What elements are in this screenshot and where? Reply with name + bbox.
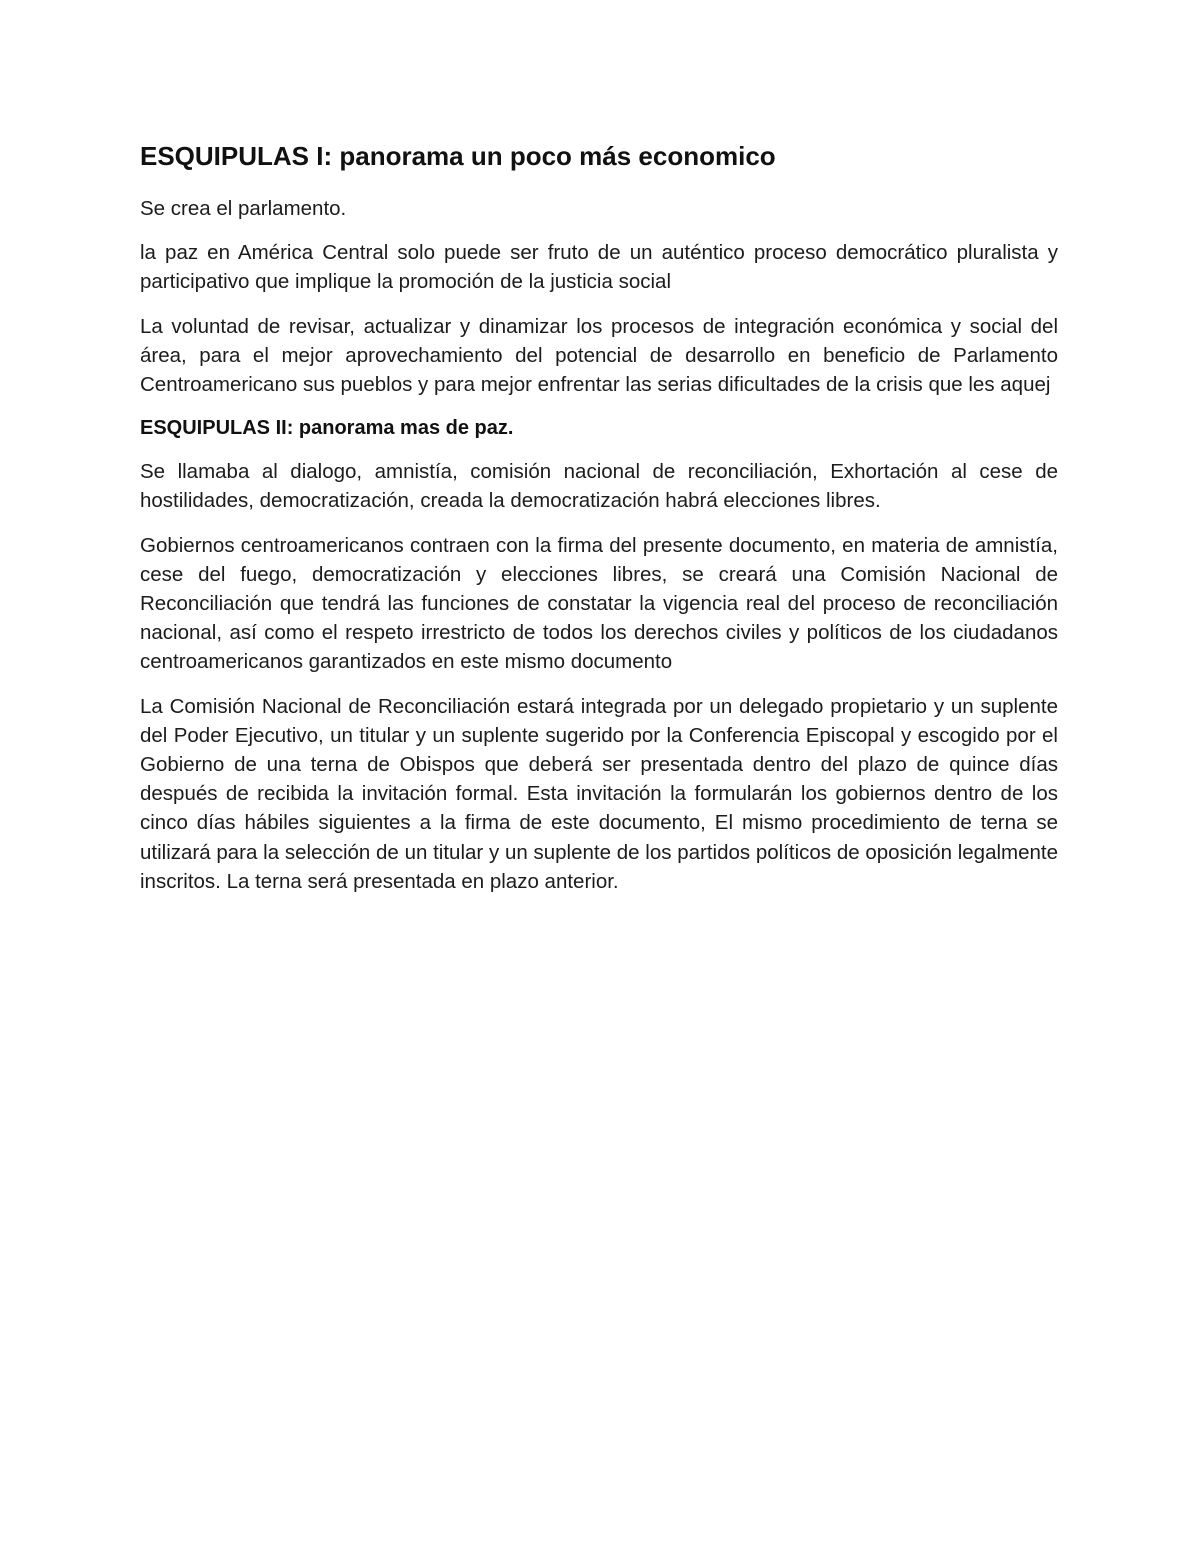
paragraph: Se llamaba al dialogo, amnistía, comisión nacional de reconciliación, Exhortación al cese de hostilidades, democratización, creada la democratización habrá elecciones libres.	[140, 460, 1058, 513]
paragraph: La voluntad de revisar, actualizar y dinamizar los procesos de integración económica y social del área, para el mejor aprovechamiento del potencial de desarrollo en beneficio de Parlamento Centroamericano sus pueblos y para mejor enfrentar las serias dificultades de la crisis que les aquej	[140, 314, 1058, 397]
paragraph: Gobiernos centroamericanos contraen con la firma del presente documento, en materia de amnistía, cese del fuego, democratización y elecciones libres, se creará una Comisión Nacional de Reconciliación que tendrá las funciones de constatar la vigencia real del proceso de reconciliación nacional, así como el respeto irrestricto de todos los derechos civiles y políticos de los ciudadanos centroamericanos garantizados en este mismo documento	[140, 533, 1058, 674]
paragraph: Se crea el parlamento.	[140, 197, 347, 220]
document-body	[140, 140, 1058, 911]
paragraph: La Comisión Nacional de Reconciliación estará integrada por un delegado propietario y un suplente del Poder Ejecutivo, un titular y un suplente sugerido por la Conferencia Episcopal y escogido por el Gobierno de una terna de Obispos que deberá ser presentada dentro del plazo de quince días después de recibida la invitación formal. Esta invitación la formularán los gobiernos dentro de los cinco días hábiles siguientes a la firma de este documento, El mismo procedimiento de terna se utilizará para la selección de un titular y un suplente de los partidos políticos de oposición legalmente inscritos. La terna será presentada en plazo anterior.	[140, 694, 1058, 893]
section-heading-esquipulas-1: ESQUIPULAS I: panorama un poco más economico	[140, 141, 776, 171]
paragraph: la paz en América Central solo puede ser fruto de un auténtico proceso democrático pluralista y participativo que implique la promoción de la justicia social	[140, 241, 1058, 294]
section-heading-esquipulas-2: ESQUIPULAS II: panorama mas de paz.	[140, 417, 514, 440]
